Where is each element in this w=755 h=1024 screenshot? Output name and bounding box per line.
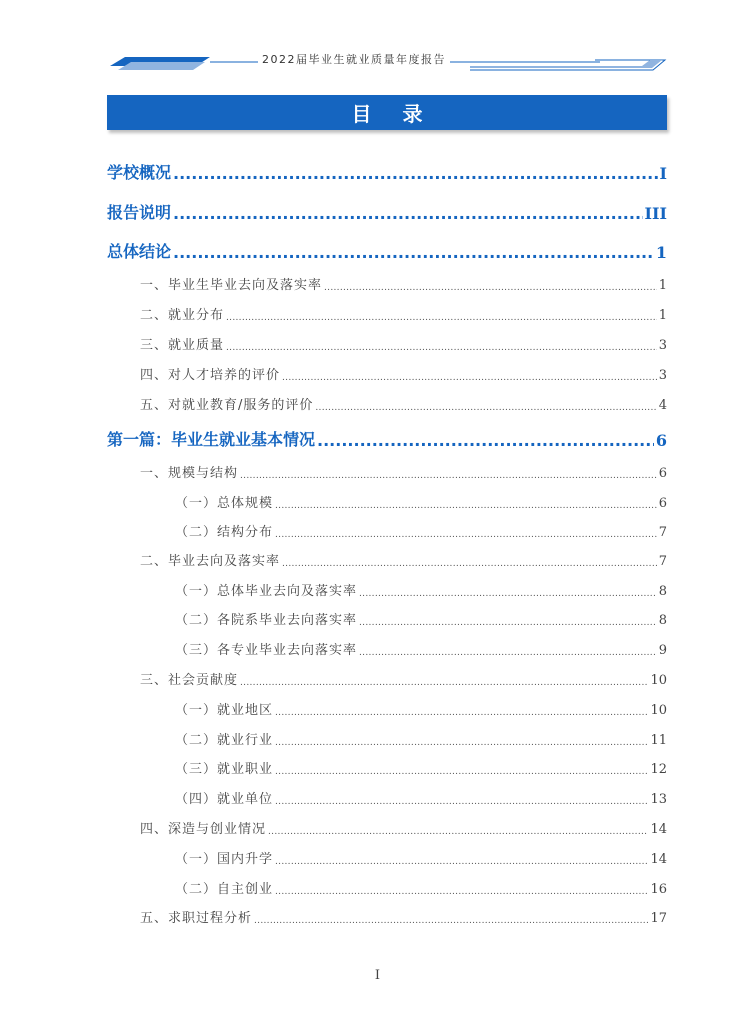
- toc-leader: [275, 767, 648, 777]
- toc-entry-label: 四、对人才培养的评价: [140, 368, 281, 383]
- toc-entry[interactable]: [175, 848, 667, 867]
- toc-entry-label: （四）就业单位: [175, 792, 274, 807]
- toc-entry-page: 1: [658, 278, 667, 293]
- toc-leader: [275, 708, 648, 718]
- toc-entry-page: 11: [650, 733, 667, 748]
- toc-entry-page: 10: [650, 673, 667, 688]
- toc-entry[interactable]: [175, 492, 667, 511]
- toc-entry-page: 17: [650, 911, 667, 926]
- toc-leader: [324, 283, 657, 293]
- toc-entry-label: 二、就业分布: [140, 308, 225, 323]
- toc-leader: [275, 530, 657, 540]
- toc-entry[interactable]: [175, 758, 667, 777]
- toc-banner: [107, 95, 667, 130]
- toc-leader: [282, 373, 657, 383]
- page-number: I: [374, 968, 381, 983]
- toc-entry-page: 12: [650, 762, 667, 777]
- toc-entry-label: 第一篇：毕业生就业基本情况: [107, 430, 316, 449]
- toc-entry-label: （一）就业地区: [175, 703, 274, 718]
- toc-leader: [359, 648, 657, 658]
- header-title: 2022届毕业生就业质量年度报告: [262, 53, 446, 66]
- toc-entry-page: 8: [658, 613, 667, 628]
- toc-title: 目 录: [351, 102, 435, 126]
- toc-leader: [173, 243, 654, 262]
- toc-entry-page: 6: [658, 466, 667, 481]
- toc-entry-label: （二）自主创业: [175, 882, 274, 897]
- toc-leader: [254, 916, 648, 926]
- toc-entry-page: 16: [650, 882, 667, 897]
- toc-entry[interactable]: [140, 669, 667, 688]
- toc-entry[interactable]: [140, 550, 667, 569]
- toc-entry[interactable]: [107, 427, 667, 450]
- toc-entry-label: 一、毕业生毕业去向及落实率: [140, 278, 323, 293]
- toc-entry-label: 一、规模与结构: [140, 466, 239, 481]
- toc-leader: [173, 164, 658, 183]
- toc-entry-label: 五、求职过程分析: [140, 911, 253, 926]
- toc-entry[interactable]: [140, 334, 667, 353]
- toc-leader: [282, 559, 657, 569]
- toc-entry-label: 三、就业质量: [140, 338, 225, 353]
- page-header: [0, 0, 755, 80]
- toc-leader: [173, 204, 643, 223]
- toc-entry-label: 二、毕业去向及落实率: [140, 554, 281, 569]
- toc-entry-label: 三、社会贡献度: [140, 673, 239, 688]
- toc-entry[interactable]: [175, 639, 667, 658]
- toc-entry-page: 3: [658, 368, 667, 383]
- toc-entry-page: 1: [655, 243, 667, 262]
- toc-entry-label: 四、深造与创业情况: [140, 822, 267, 837]
- toc-entry[interactable]: [175, 521, 667, 540]
- toc-entry-page: 7: [658, 554, 667, 569]
- toc-entry-label: （一）总体规模: [175, 496, 274, 511]
- toc-entry-page: 6: [655, 431, 667, 450]
- toc-entry-label: 学校概况: [107, 163, 172, 182]
- toc-entry[interactable]: [140, 304, 667, 323]
- toc-entry-label: （三）就业职业: [175, 762, 274, 777]
- toc-entry-label: 总体结论: [107, 242, 172, 261]
- toc-leader: [275, 738, 648, 748]
- header-decoration: [0, 0, 755, 80]
- toc-leader: [240, 678, 648, 688]
- toc-leader: [275, 797, 648, 807]
- toc-leader: [240, 471, 657, 481]
- toc-entry-page: 3: [658, 338, 667, 353]
- toc-entry-page: III: [644, 204, 667, 223]
- toc-entry-label: （一）总体毕业去向及落实率: [175, 584, 358, 599]
- toc-entry[interactable]: [175, 788, 667, 807]
- toc-entry-label: （一）国内升学: [175, 852, 274, 867]
- toc-entry-page: 4: [658, 398, 667, 413]
- toc-entry-page: 1: [658, 308, 667, 323]
- toc-entry-page: 14: [650, 822, 667, 837]
- toc-entry[interactable]: [175, 580, 667, 599]
- toc-entry-label: （三）各专业毕业去向落实率: [175, 643, 358, 658]
- toc-entry-label: （二）结构分布: [175, 525, 274, 540]
- toc-entry-page: 10: [650, 703, 667, 718]
- toc-entry-page: 13: [650, 792, 667, 807]
- toc-entry[interactable]: [140, 364, 667, 383]
- toc-leader: [317, 431, 654, 450]
- toc-leader: [359, 618, 657, 628]
- toc-entry-label: 报告说明: [107, 203, 172, 222]
- toc-entry[interactable]: [140, 394, 667, 413]
- toc-entry-page: 6: [658, 496, 667, 511]
- toc-entry-page: 8: [658, 584, 667, 599]
- toc-entry-label: （二）就业行业: [175, 733, 274, 748]
- toc-entry[interactable]: [107, 160, 667, 183]
- toc-leader: [359, 589, 657, 599]
- toc-entry-page: 14: [650, 852, 667, 867]
- toc-entry[interactable]: [140, 274, 667, 293]
- toc-entry[interactable]: [107, 239, 667, 262]
- toc-entry-page: I: [659, 164, 667, 183]
- toc-entry[interactable]: [140, 907, 667, 926]
- toc-leader: [275, 857, 648, 867]
- toc-entry-label: （二）各院系毕业去向落实率: [175, 613, 358, 628]
- toc-entry-page: 7: [658, 525, 667, 540]
- toc-leader: [268, 827, 648, 837]
- toc-entry[interactable]: [175, 878, 667, 897]
- toc-entry[interactable]: [140, 818, 667, 837]
- toc-entry[interactable]: [175, 609, 667, 628]
- toc-leader: [226, 313, 657, 323]
- toc-entry-page: 9: [658, 643, 667, 658]
- toc-leader: [226, 343, 657, 353]
- toc-leader: [275, 501, 657, 511]
- toc-entry[interactable]: [107, 200, 667, 223]
- toc-entry-label: 五、对就业教育/服务的评价: [140, 398, 314, 413]
- toc-entry[interactable]: [140, 462, 667, 481]
- toc-entry[interactable]: [175, 729, 667, 748]
- toc-entry[interactable]: [175, 699, 667, 718]
- toc-leader: [275, 887, 648, 897]
- toc-leader: [315, 403, 656, 413]
